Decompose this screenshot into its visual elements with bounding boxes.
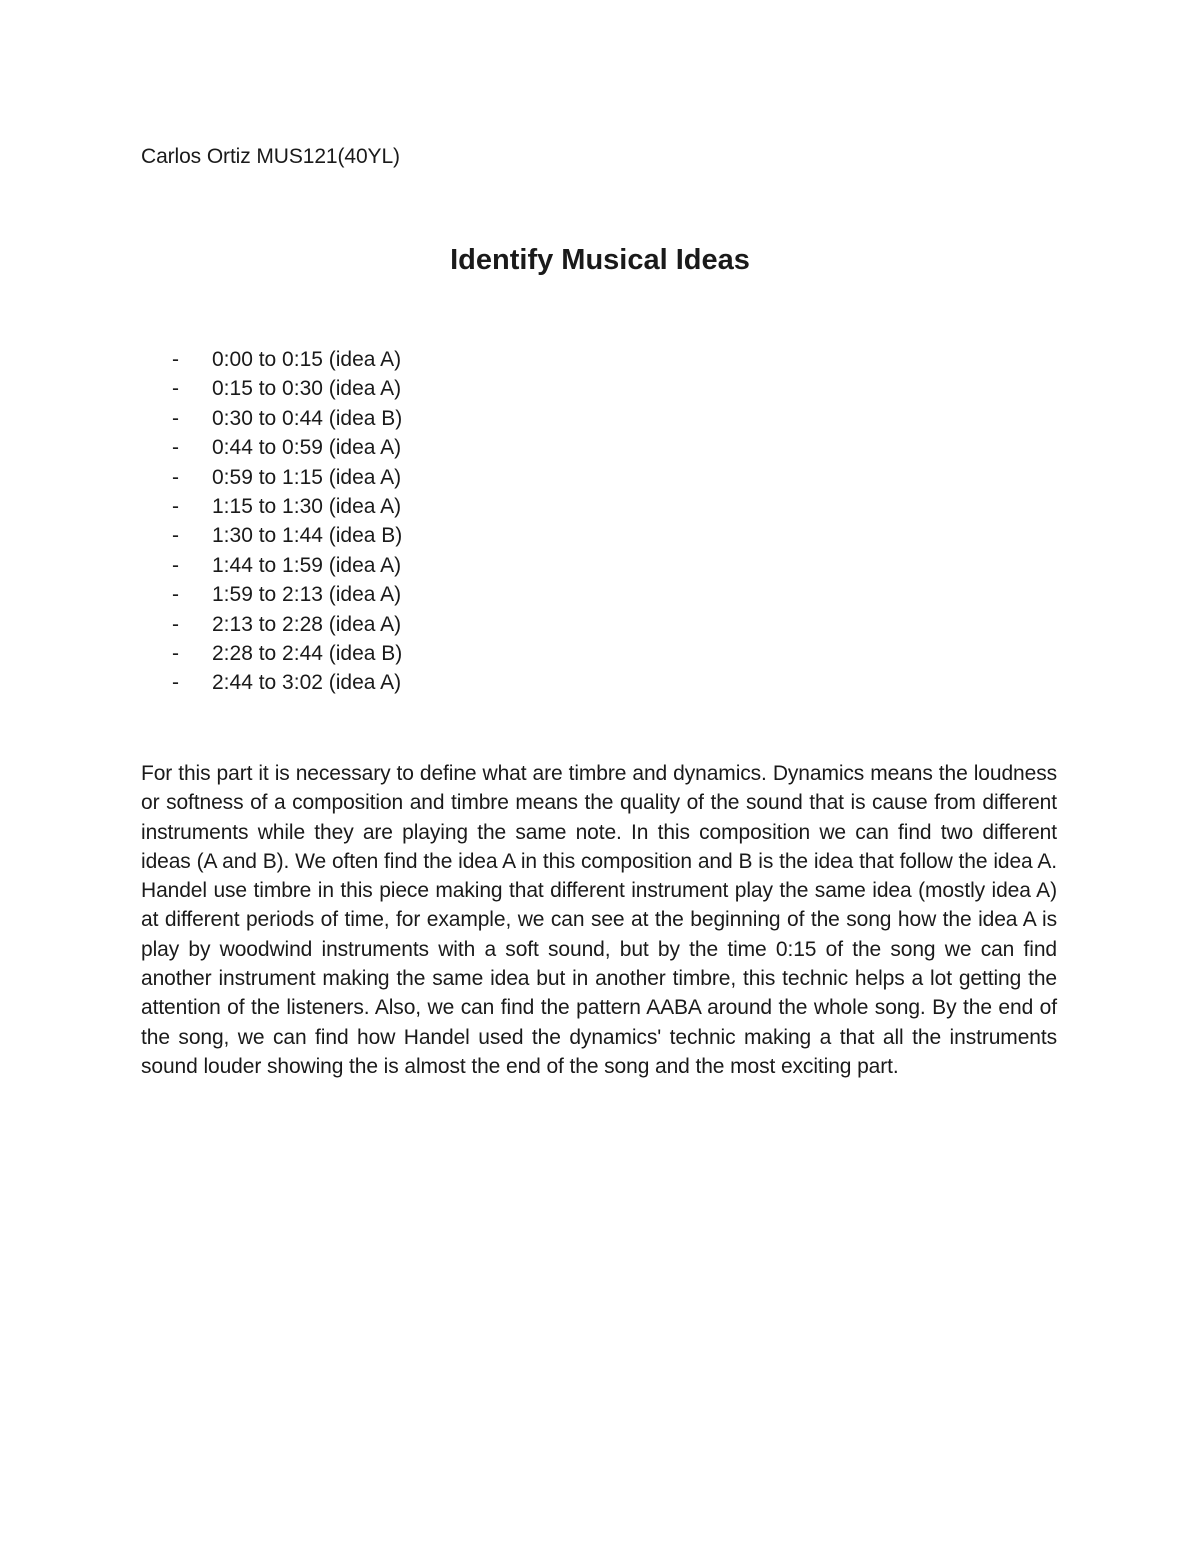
author-course-line: Carlos Ortiz MUS121(40YL) <box>141 145 400 168</box>
list-item <box>172 580 402 609</box>
list-item-text: 1:44 to 1:59 (idea A) <box>212 553 402 577</box>
list-item <box>172 521 402 550</box>
list-bullet: - <box>172 406 179 430</box>
list-bullet: - <box>172 641 179 665</box>
list-item <box>172 404 402 433</box>
list-item-text: 0:44 to 0:59 (idea A) <box>212 436 402 460</box>
list-bullet: - <box>172 377 179 401</box>
list-item-text: 2:44 to 3:02 (idea A) <box>212 671 402 695</box>
list-bullet: - <box>172 553 179 577</box>
list-item-text: 2:28 to 2:44 (idea B) <box>212 641 403 665</box>
list-bullet: - <box>172 465 179 489</box>
body-paragraph: For this part it is necessary to define what are timbre and dynamics. Dynamics means the loudness or softness of a composition and timbre means the quality of the sound that is cause from different instruments while they are playing the same note. In this composition we can find two different ideas (A and B). We often find the idea A in this composition and B is the idea that follow the idea A. Handel use timbre in this piece making that different instrument play the same idea (mostly idea A) at different periods of time, for example, we can see at the beginning of the song how the idea A is play by woodwind instruments with a soft sound, but by the time 0:15 of the song we can find another instrument making the same idea but in another timbre, this technic helps a lot getting the attention of the listeners. Also, we can find the pattern AABA around the whole song. By the end of the song, we can find how Handel used the dynamics' technic making a that all the instruments sound louder showing the is almost the end of the song and the most exciting part. <box>141 762 1057 1078</box>
list-item <box>172 610 402 639</box>
list-item-text: 1:15 to 1:30 (idea A) <box>212 494 402 518</box>
list-item <box>172 639 402 668</box>
list-bullet: - <box>172 612 179 636</box>
list-item-text: 0:00 to 0:15 (idea A) <box>212 348 402 371</box>
list-item <box>172 668 402 697</box>
list-item <box>172 433 402 462</box>
list-bullet: - <box>172 494 179 518</box>
list-bullet: - <box>172 436 179 460</box>
list-bullet: - <box>172 348 179 371</box>
list-item-text: 0:15 to 0:30 (idea A) <box>212 377 402 401</box>
list-item-text: 0:30 to 0:44 (idea B) <box>212 406 403 430</box>
list-item <box>172 551 402 580</box>
list-item-text: 1:59 to 2:13 (idea A) <box>212 583 402 607</box>
list-bullet: - <box>172 671 179 695</box>
list-item <box>172 374 402 403</box>
document-title: Identify Musical Ideas <box>450 244 750 276</box>
list-item-text: 1:30 to 1:44 (idea B) <box>212 524 403 548</box>
list-item <box>172 492 402 521</box>
list-item-text: 0:59 to 1:15 (idea A) <box>212 465 402 489</box>
list-item-text: 2:13 to 2:28 (idea A) <box>212 612 402 636</box>
list-bullet: - <box>172 583 179 607</box>
list-item <box>172 463 402 492</box>
list-item <box>172 345 402 374</box>
timeline-list <box>172 345 402 698</box>
list-bullet: - <box>172 524 179 548</box>
